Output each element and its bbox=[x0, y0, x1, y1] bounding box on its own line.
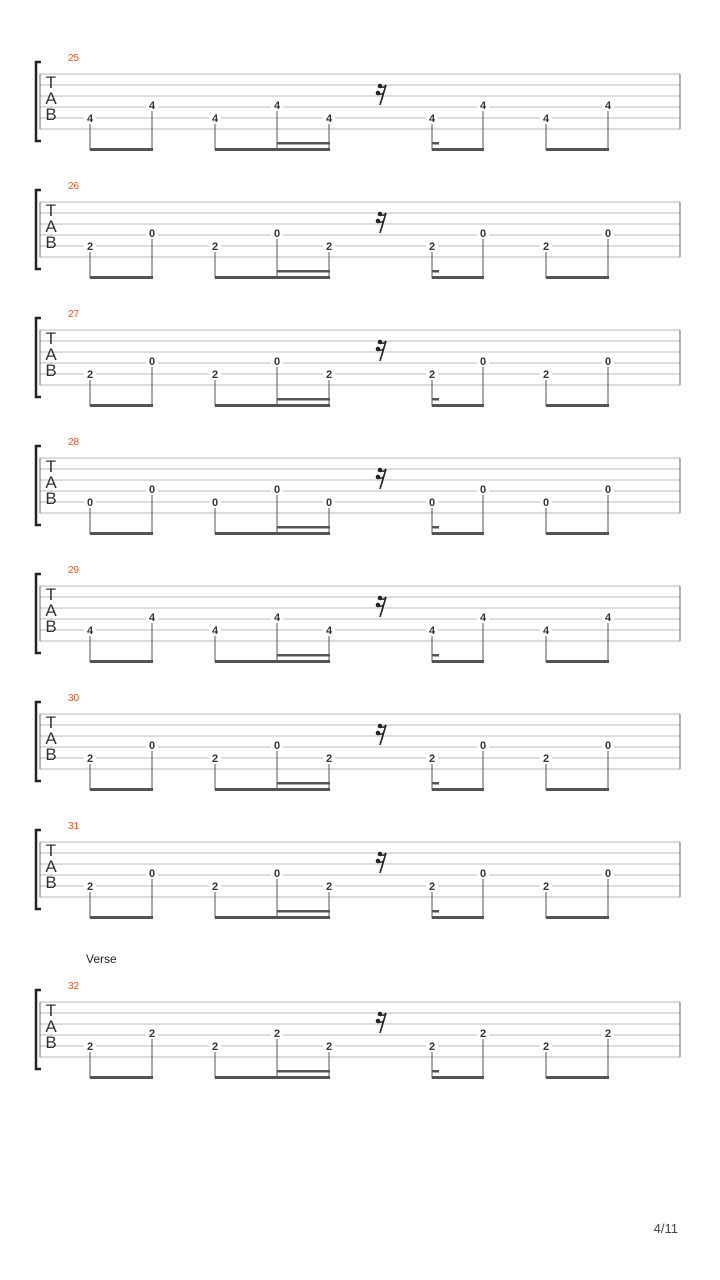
fret-number-high: 0 bbox=[273, 868, 281, 880]
tab-clef-letter: T bbox=[45, 841, 57, 860]
fret-number-high: 4 bbox=[273, 100, 281, 112]
secondary-beam-stub bbox=[432, 142, 439, 145]
beam bbox=[546, 532, 609, 535]
tab-system bbox=[36, 821, 680, 919]
fret-number-low: 0 bbox=[542, 497, 550, 509]
beam bbox=[546, 148, 609, 151]
tab-clef-letter: A bbox=[45, 473, 57, 492]
tab-clef-letter: B bbox=[45, 617, 57, 636]
fret-number-high: 0 bbox=[604, 868, 612, 880]
beam bbox=[90, 788, 153, 791]
fret-number-low: 0 bbox=[211, 497, 219, 509]
beam bbox=[432, 532, 484, 535]
fret-number-high: 0 bbox=[479, 356, 487, 368]
beam bbox=[432, 916, 484, 919]
tab-clef-letter: B bbox=[45, 745, 57, 764]
tab-clef-letter: B bbox=[45, 873, 57, 892]
fret-number-high: 0 bbox=[148, 228, 156, 240]
tab-system bbox=[36, 693, 680, 791]
fret-number-low: 2 bbox=[325, 881, 333, 893]
fret-number-high: 0 bbox=[148, 868, 156, 880]
beam bbox=[215, 404, 330, 407]
beam bbox=[432, 148, 484, 151]
fret-number-low: 2 bbox=[211, 1041, 219, 1053]
fret-number-high: 4 bbox=[273, 612, 281, 624]
fret-number-high: 0 bbox=[148, 484, 156, 496]
tab-system bbox=[36, 53, 680, 151]
tab-clef-letter: T bbox=[45, 457, 57, 476]
fret-number-low: 2 bbox=[542, 881, 550, 893]
measure-number: 28 bbox=[68, 437, 80, 448]
fret-number-low: 2 bbox=[542, 753, 550, 765]
page-number: 4/11 bbox=[653, 1221, 678, 1236]
sixteenth-rest-icon bbox=[376, 340, 386, 361]
fret-number-low: 4 bbox=[211, 625, 219, 637]
fret-number-high: 0 bbox=[273, 356, 281, 368]
sixteenth-rest-icon bbox=[376, 212, 386, 233]
measure-number: 27 bbox=[68, 309, 80, 320]
fret-number-low: 0 bbox=[428, 497, 436, 509]
beam bbox=[90, 404, 153, 407]
tab-clef-letter: B bbox=[45, 1033, 57, 1052]
fret-number-low: 2 bbox=[325, 753, 333, 765]
tab-clef-letter: A bbox=[45, 217, 57, 236]
beam bbox=[432, 1076, 484, 1079]
tab-clef-letter: A bbox=[45, 345, 57, 364]
beam bbox=[546, 916, 609, 919]
secondary-beam bbox=[277, 910, 330, 913]
beam bbox=[215, 788, 330, 791]
fret-number-high: 0 bbox=[273, 484, 281, 496]
measure-number: 31 bbox=[68, 821, 80, 832]
fret-number-low: 4 bbox=[86, 113, 94, 125]
tab-clef-letter: T bbox=[45, 1001, 57, 1020]
tab-system bbox=[36, 437, 680, 535]
fret-number-low: 2 bbox=[428, 881, 436, 893]
tab-clef-letter: A bbox=[45, 729, 57, 748]
tab-clef-letter: A bbox=[45, 89, 57, 108]
fret-number-low: 2 bbox=[86, 881, 94, 893]
beam bbox=[432, 276, 484, 279]
measure-number: 26 bbox=[68, 181, 80, 192]
fret-number-low: 4 bbox=[86, 625, 94, 637]
fret-number-high: 0 bbox=[479, 868, 487, 880]
fret-number-low: 2 bbox=[86, 1041, 94, 1053]
beam bbox=[215, 532, 330, 535]
measure-number: 32 bbox=[68, 981, 80, 992]
tab-clef-letter: T bbox=[45, 329, 57, 348]
secondary-beam-stub bbox=[432, 270, 439, 273]
tab-clef-letter: B bbox=[45, 105, 57, 124]
beam bbox=[215, 916, 330, 919]
secondary-beam bbox=[277, 142, 330, 145]
fret-number-low: 2 bbox=[428, 369, 436, 381]
secondary-beam bbox=[277, 1070, 330, 1073]
sixteenth-rest-icon bbox=[376, 1012, 386, 1033]
measure-number: 30 bbox=[68, 693, 80, 704]
fret-number-high: 4 bbox=[604, 612, 612, 624]
tab-system bbox=[36, 565, 680, 663]
tab-clef-letter: T bbox=[45, 713, 57, 732]
fret-number-low: 0 bbox=[86, 497, 94, 509]
secondary-beam bbox=[277, 270, 330, 273]
fret-number-low: 4 bbox=[428, 113, 436, 125]
fret-number-high: 0 bbox=[604, 484, 612, 496]
beam bbox=[215, 148, 330, 151]
fret-number-low: 2 bbox=[211, 753, 219, 765]
secondary-beam bbox=[277, 654, 330, 657]
fret-number-low: 2 bbox=[325, 1041, 333, 1053]
fret-number-high: 0 bbox=[273, 228, 281, 240]
section-label-verse: Verse bbox=[86, 952, 117, 966]
tab-clef-letter: B bbox=[45, 361, 57, 380]
beam bbox=[90, 916, 153, 919]
fret-number-low: 2 bbox=[428, 753, 436, 765]
beam bbox=[90, 660, 153, 663]
fret-number-low: 2 bbox=[542, 241, 550, 253]
tab-clef-letter: B bbox=[45, 489, 57, 508]
tab-clef-letter: T bbox=[45, 73, 57, 92]
fret-number-low: 4 bbox=[542, 113, 550, 125]
beam bbox=[546, 276, 609, 279]
secondary-beam-stub bbox=[432, 910, 439, 913]
measure-number: 25 bbox=[68, 53, 80, 64]
beam bbox=[546, 660, 609, 663]
fret-number-high: 0 bbox=[479, 228, 487, 240]
fret-number-high: 4 bbox=[479, 100, 487, 112]
beam bbox=[546, 1076, 609, 1079]
sixteenth-rest-icon bbox=[376, 596, 386, 617]
beam bbox=[432, 404, 484, 407]
fret-number-low: 2 bbox=[542, 1041, 550, 1053]
fret-number-low: 4 bbox=[542, 625, 550, 637]
beam bbox=[215, 276, 330, 279]
sixteenth-rest-icon bbox=[376, 468, 386, 489]
fret-number-high: 0 bbox=[604, 740, 612, 752]
beam bbox=[90, 1076, 153, 1079]
fret-number-high: 4 bbox=[604, 100, 612, 112]
secondary-beam-stub bbox=[432, 526, 439, 529]
tab-system bbox=[36, 181, 680, 279]
beam bbox=[432, 788, 484, 791]
fret-number-high: 4 bbox=[148, 100, 156, 112]
beam bbox=[546, 404, 609, 407]
secondary-beam bbox=[277, 398, 330, 401]
fret-number-low: 2 bbox=[86, 753, 94, 765]
secondary-beam bbox=[277, 782, 330, 785]
secondary-beam-stub bbox=[432, 654, 439, 657]
fret-number-low: 4 bbox=[325, 113, 333, 125]
secondary-beam bbox=[277, 526, 330, 529]
beam bbox=[90, 148, 153, 151]
fret-number-low: 0 bbox=[325, 497, 333, 509]
fret-number-high: 0 bbox=[273, 740, 281, 752]
tab-clef-letter: A bbox=[45, 857, 57, 876]
tab-clef-letter: A bbox=[45, 1017, 57, 1036]
fret-number-high: 2 bbox=[479, 1028, 487, 1040]
tab-system bbox=[36, 981, 680, 1079]
fret-number-high: 0 bbox=[148, 740, 156, 752]
beam bbox=[90, 276, 153, 279]
fret-number-low: 4 bbox=[325, 625, 333, 637]
tab-system bbox=[36, 309, 680, 407]
fret-number-low: 4 bbox=[211, 113, 219, 125]
fret-number-high: 0 bbox=[604, 228, 612, 240]
fret-number-low: 2 bbox=[211, 369, 219, 381]
fret-number-low: 2 bbox=[86, 369, 94, 381]
secondary-beam-stub bbox=[432, 782, 439, 785]
fret-number-high: 0 bbox=[604, 356, 612, 368]
secondary-beam-stub bbox=[432, 398, 439, 401]
fret-number-high: 2 bbox=[604, 1028, 612, 1040]
sixteenth-rest-icon bbox=[376, 852, 386, 873]
fret-number-high: 0 bbox=[148, 356, 156, 368]
sixteenth-rest-icon bbox=[376, 84, 386, 105]
measure-number: 29 bbox=[68, 565, 80, 576]
fret-number-low: 2 bbox=[211, 881, 219, 893]
fret-number-low: 2 bbox=[86, 241, 94, 253]
fret-number-high: 2 bbox=[148, 1028, 156, 1040]
tab-clef-letter: T bbox=[45, 585, 57, 604]
fret-number-low: 4 bbox=[428, 625, 436, 637]
beam bbox=[215, 1076, 330, 1079]
fret-number-low: 2 bbox=[325, 241, 333, 253]
secondary-beam-stub bbox=[432, 1070, 439, 1073]
beam bbox=[546, 788, 609, 791]
tab-clef-letter: A bbox=[45, 601, 57, 620]
fret-number-high: 4 bbox=[479, 612, 487, 624]
fret-number-high: 0 bbox=[479, 740, 487, 752]
fret-number-low: 2 bbox=[325, 369, 333, 381]
beam bbox=[432, 660, 484, 663]
tab-clef-letter: T bbox=[45, 201, 57, 220]
fret-number-high: 0 bbox=[479, 484, 487, 496]
fret-number-low: 2 bbox=[211, 241, 219, 253]
fret-number-low: 2 bbox=[428, 1041, 436, 1053]
fret-number-high: 4 bbox=[148, 612, 156, 624]
beam bbox=[215, 660, 330, 663]
beam bbox=[90, 532, 153, 535]
fret-number-low: 2 bbox=[542, 369, 550, 381]
fret-number-high: 2 bbox=[273, 1028, 281, 1040]
fret-number-low: 2 bbox=[428, 241, 436, 253]
sixteenth-rest-icon bbox=[376, 724, 386, 745]
tab-clef-letter: B bbox=[45, 233, 57, 252]
